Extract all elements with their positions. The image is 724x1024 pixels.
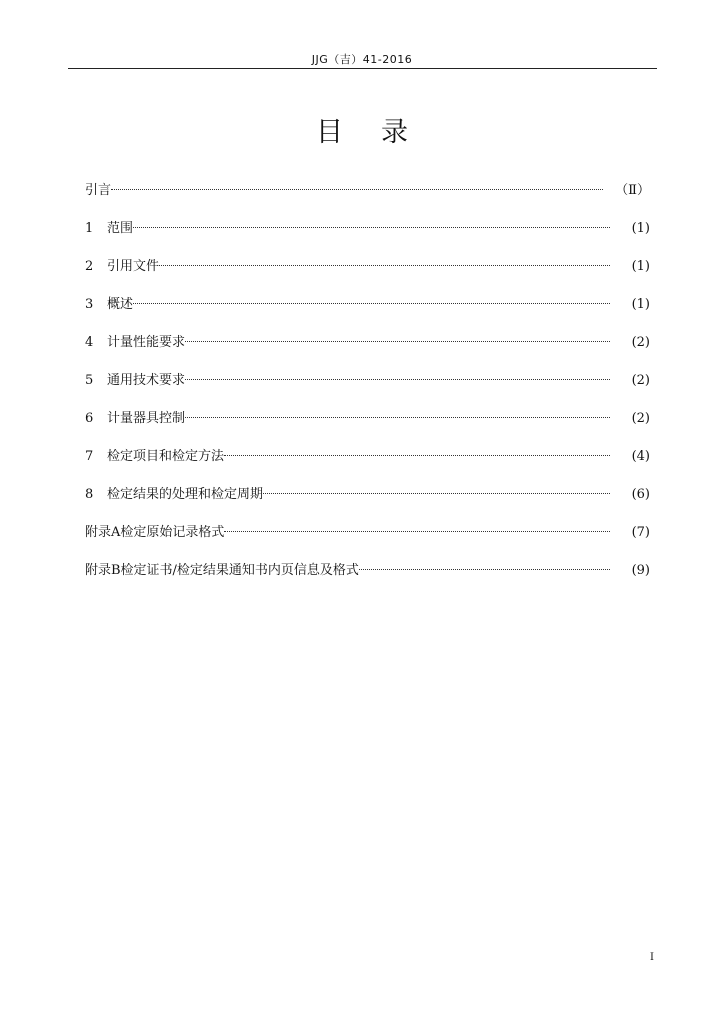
toc-entry-8[interactable] <box>85 485 650 523</box>
toc-entry-label: 通用技术要求 <box>107 373 186 388</box>
toc-entry-number: 6 <box>85 411 94 426</box>
toc-entry-page: (7) <box>631 525 650 540</box>
toc-entry-label: 检定项目和检定方法 <box>107 449 225 464</box>
toc-entry-appendix-a[interactable] <box>85 523 650 561</box>
toc-entry-label: 引言 <box>85 183 112 198</box>
dot-leader <box>224 455 610 456</box>
toc-entry-3[interactable] <box>85 295 650 333</box>
toc-entry-label: 附录B检定证书/检定结果通知书内页信息及格式 <box>85 563 359 578</box>
table-of-contents <box>85 181 650 599</box>
toc-entry-label: 概述 <box>107 297 134 312</box>
dot-leader <box>263 493 610 494</box>
toc-entry-label: 范围 <box>107 221 134 236</box>
toc-entry-number: 1 <box>85 221 94 236</box>
toc-entry-number: 3 <box>85 297 94 312</box>
dot-leader <box>224 531 610 532</box>
toc-entry-page: (2) <box>631 411 650 426</box>
toc-entry-number: 2 <box>85 259 94 274</box>
toc-entry-number: 7 <box>85 449 94 464</box>
toc-entry-page: (1) <box>631 259 650 274</box>
toc-entry-label: 引用文件 <box>107 259 160 274</box>
dot-leader <box>185 379 610 380</box>
dot-leader <box>133 227 610 228</box>
toc-entry-appendix-b[interactable] <box>85 561 650 599</box>
toc-entry-page: (2) <box>631 373 650 388</box>
toc-entry-number: 5 <box>85 373 94 388</box>
toc-entry-label: 计量器具控制 <box>107 411 186 426</box>
toc-entry-label: 检定结果的处理和检定周期 <box>107 487 264 502</box>
toc-entry-intro[interactable] <box>85 181 650 219</box>
toc-entry-label: 附录A检定原始记录格式 <box>85 525 225 540</box>
toc-entry-page: (2) <box>631 335 650 350</box>
toc-entry-2[interactable] <box>85 257 650 295</box>
dot-leader <box>359 569 610 570</box>
toc-entry-number: 8 <box>85 487 94 502</box>
toc-entry-7[interactable] <box>85 447 650 485</box>
dot-leader <box>185 417 610 418</box>
toc-entry-5[interactable] <box>85 371 650 409</box>
toc-entry-page: (6) <box>631 487 650 502</box>
dot-leader <box>185 341 610 342</box>
page-number: I <box>650 952 654 963</box>
dot-leader <box>111 189 603 190</box>
toc-entry-page: (9) <box>631 563 650 578</box>
page-title: 目录 <box>316 117 446 148</box>
toc-entry-page: (1) <box>631 297 650 312</box>
dot-leader <box>133 303 610 304</box>
toc-entry-4[interactable] <box>85 333 650 371</box>
toc-entry-page: (1) <box>631 221 650 236</box>
toc-entry-page: （Ⅱ） <box>615 183 650 198</box>
header-rule <box>68 68 657 69</box>
dot-leader <box>159 265 610 266</box>
toc-entry-6[interactable] <box>85 409 650 447</box>
document-code-header: JJG（吉）41-2016 <box>311 53 413 66</box>
toc-entry-number: 4 <box>85 335 94 350</box>
toc-entry-1[interactable] <box>85 219 650 257</box>
toc-entry-page: (4) <box>631 449 650 464</box>
toc-entry-label: 计量性能要求 <box>107 335 186 350</box>
